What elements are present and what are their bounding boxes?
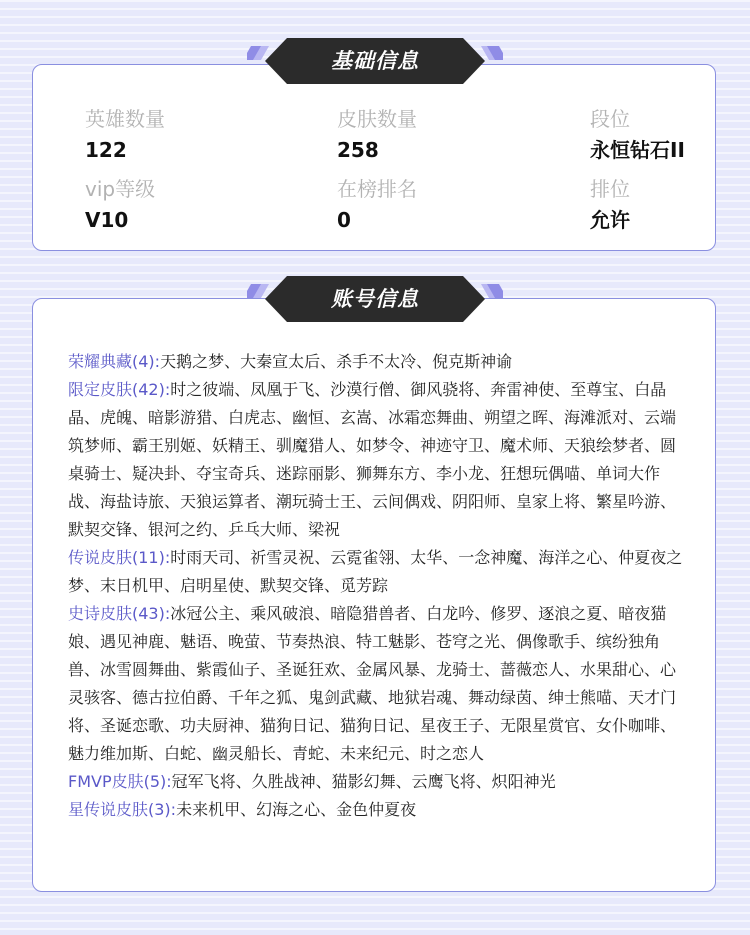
category-title: 传说皮肤(11): bbox=[68, 548, 171, 567]
basic-info-card bbox=[32, 64, 716, 251]
category-items: 时之彼端、凤凰于飞、沙漠行僧、御风骁将、奔雷神使、至尊宝、白晶晶、虎魄、暗影游猎、白虎志、幽恒、玄嵩、冰霜恋舞曲、朔望之晖、海滩派对、云端筑梦师、霸王别姬、妖精王、驯魔猎人、如梦令、神迹守卫、魔术师、天狼绘梦者、圆桌骑士、疑决卦、夺宝奇兵、迷踪丽影、狮舞东方、李小龙、狂想玩偶喵、单词大作战、海盐诗旅、天狼运算者、潮玩骑士王、云间偶戏、阴阳师、皇家上将、繁星吟游、默契交锋、银河之约、乒乓大师、梁祝 bbox=[68, 380, 677, 539]
category-title: 星传说皮肤(3): bbox=[68, 800, 177, 819]
category-title: 史诗皮肤(43): bbox=[68, 604, 171, 623]
category-title: 限定皮肤(42): bbox=[68, 380, 171, 399]
category-items: 时雨天司、祈雪灵祝、云霓雀翎、太华、一念神魔、海洋之心、仲夏夜之梦、末日机甲、启明星使、默契交锋、觅芳踪 bbox=[68, 548, 683, 595]
skin-list bbox=[68, 348, 684, 824]
category-title: 荣耀典藏(4): bbox=[68, 352, 161, 371]
stat-label: 英雄数量 bbox=[85, 107, 165, 131]
stat-value: 永恒钻石II bbox=[590, 138, 685, 162]
skin-category-honor-collection bbox=[68, 348, 684, 376]
stat-ranked-allowed bbox=[590, 176, 750, 233]
category-title: FMVP皮肤(5): bbox=[68, 772, 172, 791]
stat-leaderboard-rank bbox=[337, 176, 557, 233]
section-title: 基础信息 bbox=[331, 49, 419, 73]
stat-rank-tier bbox=[590, 106, 750, 163]
category-items: 冰冠公主、乘风破浪、暗隐猎兽者、白龙吟、修罗、逐浪之夏、暗夜猫娘、遇见神鹿、魅语、晚萤、节奏热浪、特工魅影、苍穹之光、偶像歌手、缤纷独角兽、冰雪圆舞曲、紫霞仙子、圣诞狂欢、金属风暴、龙骑士、蔷薇恋人、水果甜心、心灵骇客、德古拉伯爵、千年之狐、鬼剑武藏、地狱岩魂、舞动绿茵、绅士熊喵、天才门将、圣诞恋歌、功夫厨神、猫狗日记、猫狗日记、星夜王子、无限星赏官、女仆咖啡、魅力维加斯、白蛇、幽灵船长、青蛇、未来纪元、时之恋人 bbox=[68, 604, 677, 763]
stat-vip-level bbox=[85, 176, 305, 233]
account-info-card bbox=[32, 298, 716, 892]
stat-value: 122 bbox=[85, 138, 127, 162]
stat-label: 在榜排名 bbox=[337, 177, 417, 201]
section-title: 账号信息 bbox=[331, 287, 419, 311]
stat-value: 0 bbox=[337, 208, 351, 232]
skin-category-star-legendary bbox=[68, 796, 684, 824]
stat-label: 段位 bbox=[590, 107, 630, 131]
skin-category-legendary bbox=[68, 544, 684, 600]
stat-hero-count bbox=[85, 106, 305, 163]
skin-category-fmvp bbox=[68, 768, 684, 796]
stat-value: 258 bbox=[337, 138, 379, 162]
stat-label: 皮肤数量 bbox=[337, 107, 417, 131]
category-items: 天鹅之梦、大秦宣太后、杀手不太冷、倪克斯神谕 bbox=[160, 352, 513, 371]
account-info-header bbox=[247, 274, 503, 324]
category-items: 未来机甲、幻海之心、金色仲夏夜 bbox=[176, 800, 417, 819]
stat-label: vip等级 bbox=[85, 177, 156, 201]
stat-label: 排位 bbox=[590, 177, 630, 201]
basic-info-header bbox=[247, 36, 503, 86]
stat-skin-count bbox=[337, 106, 557, 163]
category-items: 冠军飞将、久胜战神、猫影幻舞、云鹰飞将、炽阳神光 bbox=[171, 772, 556, 791]
skin-category-limited bbox=[68, 376, 684, 544]
stat-value: 允许 bbox=[590, 208, 630, 232]
skin-category-epic bbox=[68, 600, 684, 768]
stat-value: V10 bbox=[85, 208, 129, 232]
